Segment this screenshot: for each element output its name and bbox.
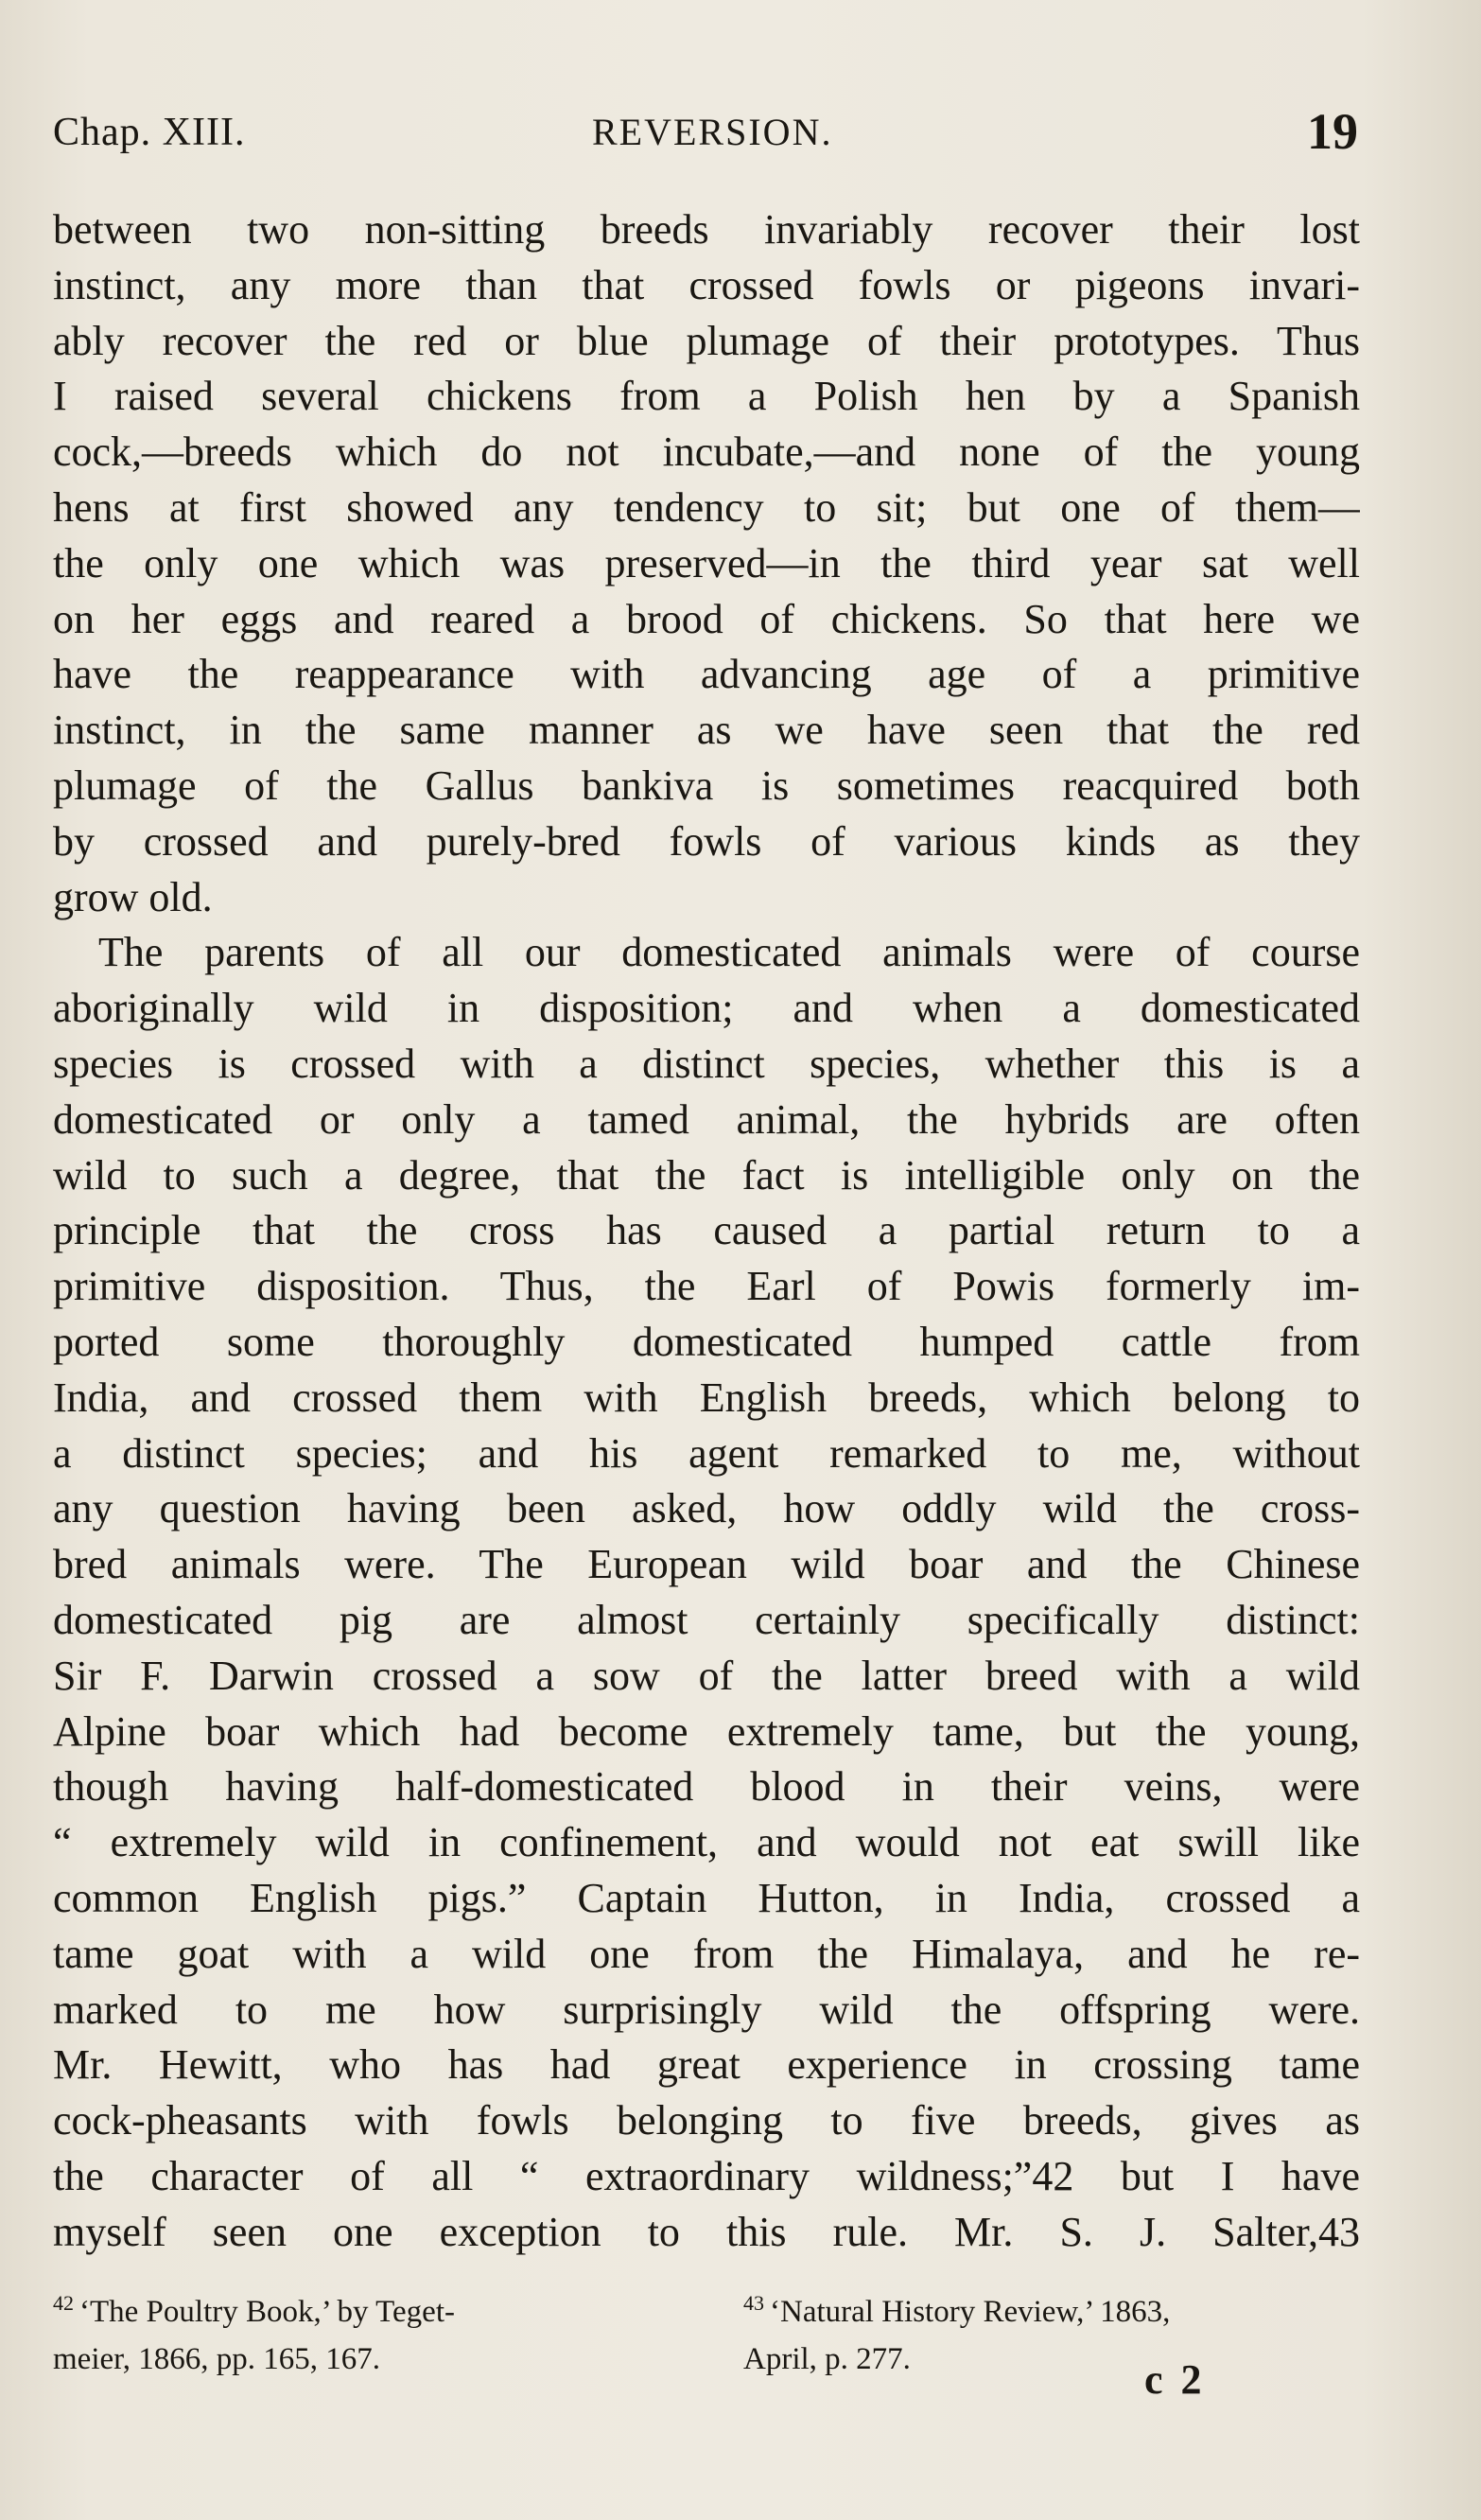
text-line: tame goat with a wild one from the Himalaya, and he re- [53,1930,1360,1977]
chapter-label: Chap. XIII. [53,111,246,154]
text-line: by crossed and purely-bred fowls of various kinds as they [53,817,1360,865]
text-line: between two non-sitting breeds invariably recover their lost [53,206,1360,253]
text-line: myself seen one exception to this rule. Mr. S. J. Salter,43 [53,2208,1360,2255]
text-line: instinct, in the same manner as we have seen that the red [53,707,1360,754]
text-line: hens at first showed any tendency to sit; but one of them— [53,483,1360,531]
footnote-number: 43 [743,2291,764,2315]
footnote-text: April, p. 277. [743,2342,911,2376]
footnote-text: meier, 1866, pp. 165, 167. [53,2342,381,2376]
page-number: 19 [1307,103,1358,160]
text-line: instinct, any more than that crossed fowls or pigeons invari- [53,261,1360,308]
text-line: wild to such a degree, that the fact is intelligible only on the [53,1151,1360,1199]
text-line: Alpine boar which had become extremely tame, but the young, [53,1707,1360,1755]
footnote-43 [743,2280,1368,2383]
text-line: on her eggs and reared a brood of chickens. So that here we [53,595,1360,642]
text-line: common English pigs.” Captain Hutton, in India, crossed a [53,1874,1360,1921]
footnote-text: ‘The Poultry Book,’ by Teget- [79,2295,455,2329]
text-line: species is crossed with a distinct species, whether this is a [53,1040,1360,1087]
text-line: The parents of all our domesticated animals were of course [98,929,1360,976]
running-header [53,102,1358,163]
text-line: a distinct species; and his agent remarked to me, without [53,1429,1360,1477]
footnote-line [743,2280,1368,2336]
text-line: any question having been asked, how oddly wild the cross- [53,1485,1360,1532]
signature-mark: c 2 [1144,2356,1206,2403]
running-title: REVERSION. [592,111,833,153]
text-line: cock,—breeds which do not incubate,—and none of the young [53,429,1360,476]
text-line: principle that the cross has caused a partial return to a [53,1207,1360,1254]
text-line: though having half-domesticated blood in their veins, were [53,1763,1360,1811]
footnote-line [53,2280,696,2336]
text-line: cock-pheasants with fowls belonging to five breeds, gives as [53,2097,1360,2144]
text-line: the only one which was preserved—in the third year sat well [53,539,1360,586]
footnote-42 [53,2280,696,2383]
text-line: ably recover the red or blue plumage of their prototypes. Thus [53,317,1360,364]
text-line: aboriginally wild in disposition; and when a domesticated [53,985,1360,1032]
text-line: domesticated or only a tamed animal, the hybrids are often [53,1095,1360,1143]
text-line: “ extremely wild in confinement, and would not eat swill like [53,1819,1360,1866]
text-line: primitive disposition. Thus, the Earl of Powis formerly im- [53,1263,1360,1310]
text-line: bred animals were. The European wild boar and the Chinese [53,1541,1360,1588]
footnote-number: 42 [53,2291,74,2315]
text-line: Mr. Hewitt, who has had great experience in crossing tame [53,2041,1360,2089]
text-line: domesticated pig are almost certainly specifically distinct: [53,1596,1360,1643]
text-line: marked to me how surprisingly wild the offspring were. [53,1986,1360,2033]
text-line: Sir F. Darwin crossed a sow of the latter breed with a wild [53,1652,1360,1699]
text-line: plumage of the Gallus bankiva is sometimes reacquired both [53,761,1360,809]
text-line: India, and crossed them with English breeds, which belong to [53,1374,1360,1421]
text-line: have the reappearance with advancing age of a primitive [53,651,1360,698]
text-line: I raised several chickens from a Polish hen by a Spanish [53,373,1360,420]
text-line: ported some thoroughly domesticated humped cattle from [53,1318,1360,1365]
text-line: the character of all “ extraordinary wildness;”42 but I have [53,2152,1360,2199]
text-line: grow old. [53,873,213,920]
footnote-text: ‘Natural History Review,’ 1863, [770,2295,1171,2329]
body-text [53,202,1360,2260]
